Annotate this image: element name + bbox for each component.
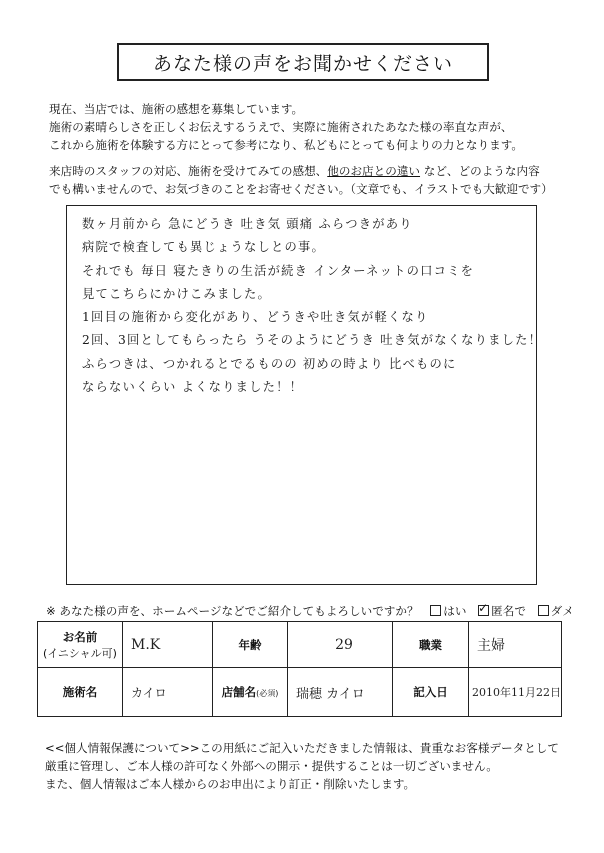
intro-line-4-post: など、どのような内容 (423, 164, 540, 178)
age-field[interactable]: 29 (288, 622, 393, 668)
comment-line-5: 1回目の施術から変化があり、どうきや吐き気が軽くなり (82, 310, 429, 325)
intro-line-3: これから施術を体験する方にとって参考になり、私どもにとっても何よりの力となります。 (49, 138, 523, 152)
job-label: 職業 (393, 622, 469, 668)
consent-anonymous-label: 匿名で (491, 604, 526, 618)
intro-line-4-pre: 来店時のスタッフの対応、施術を受けてみての感想、 (49, 164, 328, 178)
intro-line-4-underline: 他のお店との違い (327, 164, 421, 178)
handwritten-comment (82, 213, 543, 399)
privacy-line-2: 厳重に管理し、ご本人様の許可なく外部への開示・提供することは一切ございません。 (45, 759, 498, 773)
age-label: 年齢 (213, 622, 288, 668)
treatment-label: 施術名 (38, 668, 123, 717)
consent-yes-checkbox[interactable] (430, 605, 441, 616)
name-label-cell (38, 622, 123, 668)
intro-line-5: でも構いませんので、お気づきのことをお寄せください。（文章でも、イラストでも大歓迎です） (49, 182, 553, 196)
comment-line-8: ならないくらい よくなりました！！ (82, 380, 304, 395)
date-field[interactable]: 2010年11月22日 (469, 668, 562, 717)
consent-yes-label: はい (443, 604, 467, 618)
consent-question: ※ あなた様の声を、ホームページなどでご紹介してもよろしいですか？ (46, 604, 419, 618)
privacy-line-3: また、個人情報はご本人様からのお申出により訂正・削除いたします。 (45, 777, 416, 791)
intro-line-4 (49, 162, 569, 180)
info-row-1 (38, 622, 562, 668)
customer-info-table (37, 621, 562, 717)
date-label: 記入日 (393, 668, 469, 717)
consent-row (46, 603, 574, 619)
shop-field[interactable]: 瑞穂 カイロ (288, 668, 393, 717)
consent-no-checkbox[interactable] (538, 605, 549, 616)
name-label: お名前 (62, 629, 98, 644)
consent-no-label: ダメ (550, 604, 574, 618)
privacy-line-1: <<個人情報保護について>>この用紙にご記入いただきました情報は、貴重なお客様データとして (45, 741, 559, 755)
comment-line-4: 見てこちらにかけこみました。 (82, 286, 271, 301)
comment-line-3: それでも 毎日 寝たきりの生活が続き インターネットの口コミを (82, 263, 475, 278)
info-row-2 (38, 668, 562, 717)
shop-label-cell (213, 668, 288, 717)
intro-line-1: 現在、当店では、施術の感想を募集しています。 (49, 102, 304, 116)
intro-line-2: 施術の素晴らしさを正しくお伝えするうえで、実際に施術されたあなた様の率直な声が、 (49, 120, 513, 134)
shop-required-label: (必須) (256, 689, 279, 698)
treatment-field[interactable]: カイロ (123, 668, 213, 717)
shop-label: 店舗名 (221, 685, 257, 699)
comment-line-2: 病院で検査しても異じょうなしとの事。 (82, 240, 325, 255)
comment-line-6: 2回、3回としてもらったら うそのようにどうき 吐き気がなくなりました！ (82, 333, 543, 348)
consent-anonymous-checkbox[interactable] (478, 605, 489, 616)
comment-line-1: 数ヶ月前から 急にどうき 吐き気 頭痛 ふらつきがあり (82, 217, 413, 231)
job-field[interactable]: 主婦 (469, 622, 562, 668)
page-title-text: あなた様の声をお聞かせください (152, 52, 453, 75)
page-title (117, 43, 489, 81)
comment-line-7: ふらつきは、つかれるとでるものの 初めの時より 比べものに (82, 356, 457, 371)
privacy-notice (45, 739, 559, 793)
name-sublabel: (イニシャル可) (43, 646, 117, 660)
intro-text (49, 100, 569, 198)
name-field[interactable]: M.K (123, 622, 213, 668)
